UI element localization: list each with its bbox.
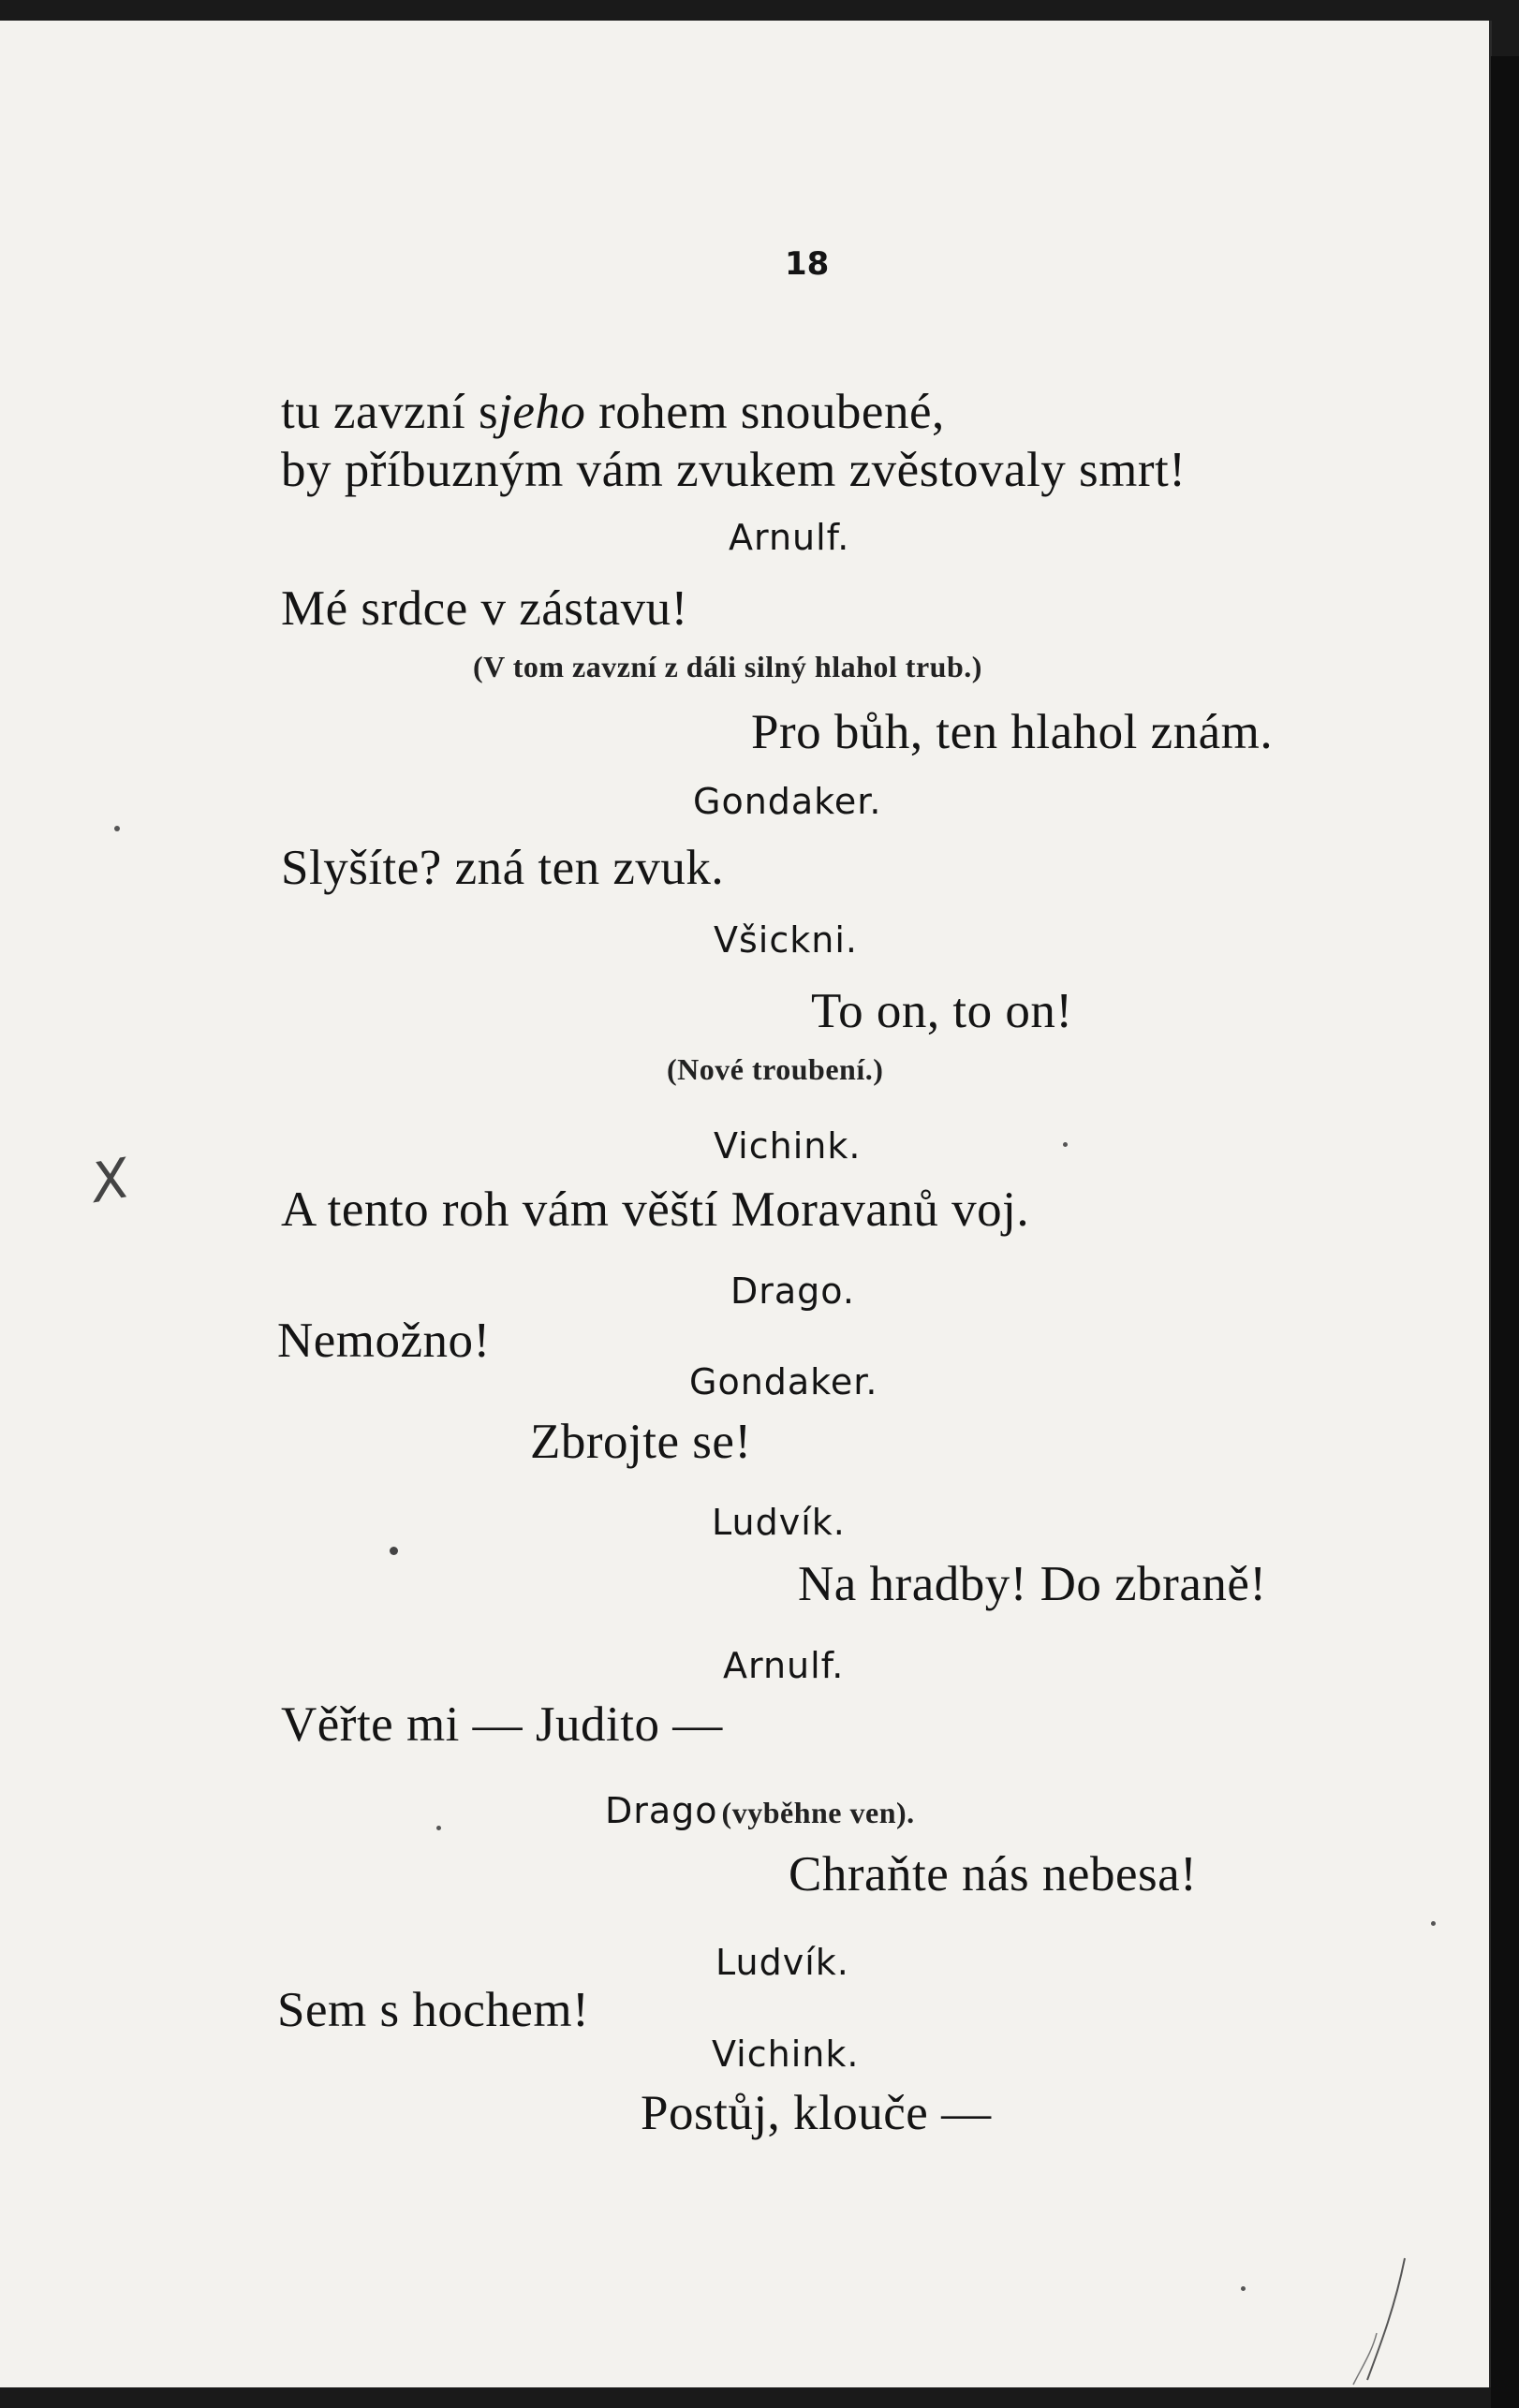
stage-direction-2: (Nové troubení.) [667,1052,884,1086]
book-page [0,21,1492,2387]
verse-line-14: Postůj, klouče — [641,2086,992,2140]
page-number: 18 [785,245,830,283]
speck [114,826,120,831]
verse-line-12: Chraňte nás nebesa! [789,1847,1198,1901]
speck [1431,1921,1436,1926]
speaker-vsickni: Všickni. [714,919,858,961]
speaker-ludvik-2: Ludvík. [715,1942,849,1983]
speaker-drago-2-line [605,1790,915,1831]
verse-line-1-italic: jeho [498,385,586,439]
verse-line-3: Mé srdce v zástavu! [281,581,688,636]
stage-direction-3: (vyběhne ven). [721,1796,915,1829]
verse-line-11: Věřte mi — Judito — [281,1697,723,1752]
verse-line-7: A tento roh vám věští Moravanů voj. [281,1182,1030,1237]
speaker-arnulf-1: Arnulf. [729,517,850,558]
verse-line-13: Sem s hochem! [277,1983,590,2037]
speaker-arnulf-2: Arnulf. [723,1645,845,1686]
speaker-gondaker-2: Gondaker. [689,1361,878,1402]
speaker-gondaker-1: Gondaker. [693,781,882,822]
verse-line-5: Slyšíte? zná ten zvuk. [281,841,725,895]
speck [436,1826,441,1830]
verse-line-6: To on, to on! [811,984,1073,1038]
verse-line-1-post: rohem snoubené, [585,385,945,439]
speaker-ludvik-1: Ludvík. [712,1502,846,1543]
page-edge-shadow [1491,56,1519,2408]
verse-line-9: Zbrojte se! [530,1415,752,1469]
verse-line-1 [281,384,945,440]
speck [1063,1142,1068,1147]
speaker-drago-1: Drago. [730,1270,855,1312]
speaker-vichink-1: Vichink. [714,1125,862,1167]
speck [390,1547,398,1555]
speaker-drago-2: Drago [605,1790,718,1831]
stage-direction-1: (V tom zavzní z dáli silný hlahol trub.) [473,650,982,683]
verse-line-1-pre: tu zavzní s [281,385,499,439]
verse-line-4: Pro bůh, ten hlahol znám. [751,705,1274,759]
verse-line-2: by příbuzným vám zvukem zvěstovaly smrt! [281,443,1187,497]
verse-line-10: Na hradby! Do zbraně! [798,1557,1267,1611]
speck [1241,2286,1246,2291]
corner-pencil-stroke-icon [1349,2249,1423,2389]
pencil-mark-icon: X [86,1146,135,1215]
speaker-vichink-2: Vichink. [712,2034,860,2075]
verse-line-8: Nemožno! [277,1314,491,1368]
